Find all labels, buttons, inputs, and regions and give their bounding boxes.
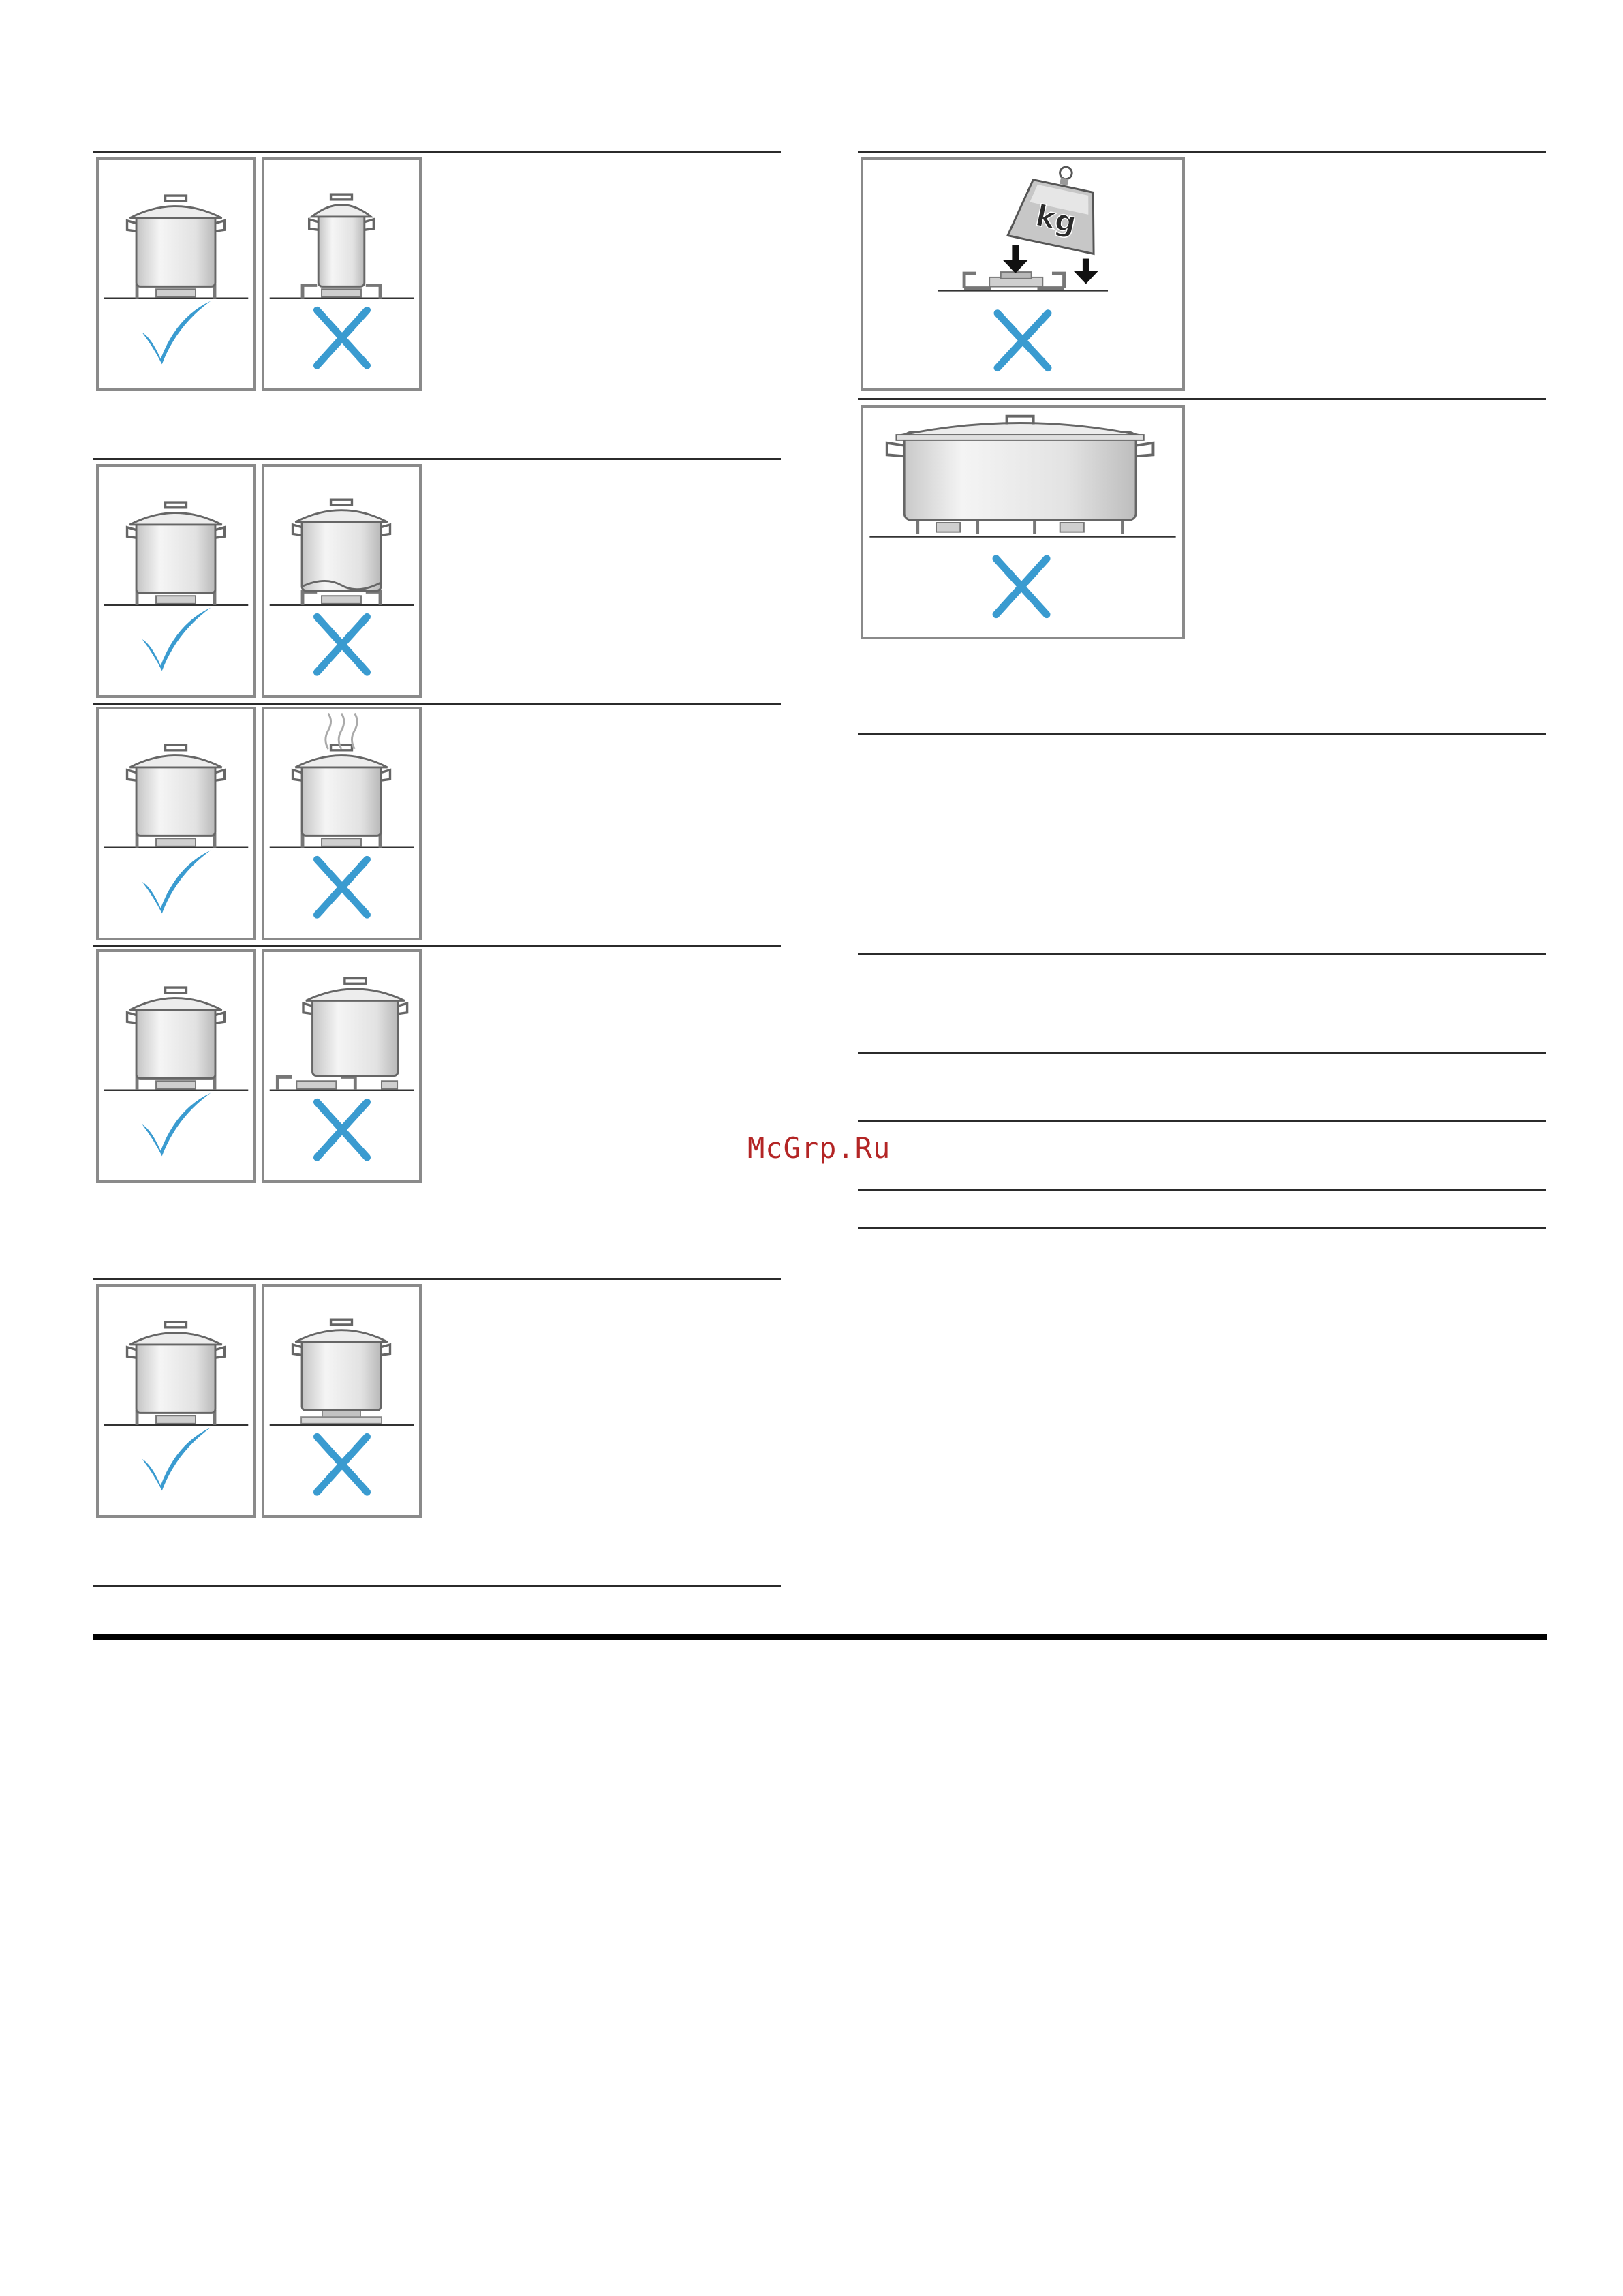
illustration-pan-support-correct — [96, 1284, 256, 1518]
illustration-weight-on-support — [861, 157, 1185, 391]
cross-icon — [317, 859, 367, 915]
illustration-flat-base-correct — [96, 464, 256, 698]
checkmark-icon — [142, 301, 211, 365]
section-rule — [858, 1189, 1546, 1191]
illustration-no-pan-support-wrong — [262, 1284, 422, 1518]
section-rule — [858, 398, 1546, 400]
cross-icon — [317, 1437, 367, 1492]
checkmark-icon — [142, 851, 211, 914]
section-rule — [93, 1585, 781, 1587]
footer-rule — [93, 1634, 1547, 1640]
section-rule — [858, 733, 1546, 735]
cross-icon — [317, 617, 367, 672]
section-rule — [858, 151, 1546, 153]
checkmark-icon — [142, 1093, 211, 1157]
section-rule — [93, 945, 781, 947]
illustration-boil-dry-wrong — [262, 707, 422, 940]
illustration-with-contents-correct — [96, 707, 256, 940]
pot-scene — [264, 709, 419, 938]
section-rule — [858, 1052, 1546, 1054]
section-rule — [93, 458, 781, 460]
weight-label: kg — [1032, 198, 1080, 241]
section-rule — [858, 1120, 1546, 1122]
down-arrow-icon — [1003, 245, 1028, 273]
pot-scene — [99, 709, 253, 938]
illustration-warped-base-wrong — [262, 464, 422, 698]
pot-scene — [264, 160, 419, 388]
watermark: McGrp.Ru — [747, 1131, 891, 1165]
checkmark-icon — [142, 608, 211, 671]
pot-scene — [99, 160, 253, 388]
section-rule — [858, 1227, 1546, 1229]
cross-icon — [317, 1102, 367, 1157]
cross-icon — [998, 313, 1048, 368]
pot-scene — [264, 467, 419, 695]
large-pot-scene — [863, 408, 1182, 637]
weight-scene — [863, 160, 1182, 388]
section-rule — [93, 703, 781, 705]
section-rule — [858, 953, 1546, 955]
section-rule — [93, 151, 781, 153]
illustration-correct-pot-size — [96, 157, 256, 391]
pot-scene — [264, 952, 419, 1180]
cross-icon — [317, 310, 367, 365]
pot-scene — [99, 467, 253, 695]
pot-scene — [99, 1287, 253, 1515]
section-rule — [93, 1278, 781, 1280]
pot-scene — [264, 1287, 419, 1515]
checkmark-icon — [142, 1428, 211, 1491]
illustration-off-centre-wrong — [262, 949, 422, 1183]
illustration-centred-correct — [96, 949, 256, 1183]
cross-icon — [996, 559, 1047, 615]
weight-icon — [1008, 160, 1110, 254]
down-arrow-icon — [1073, 259, 1098, 284]
pot-scene — [99, 952, 253, 1180]
illustration-pot-too-small — [262, 157, 422, 391]
illustration-large-pot-two-burners — [861, 405, 1185, 639]
